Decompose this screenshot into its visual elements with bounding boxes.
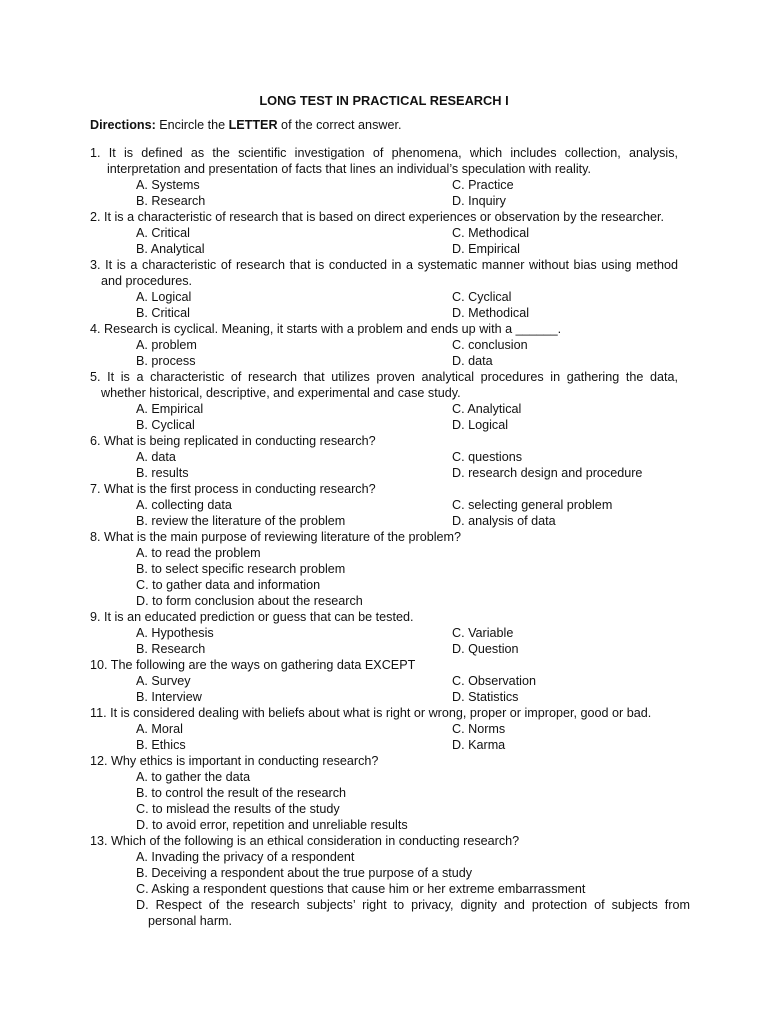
question-10 <box>90 657 678 705</box>
answer-option-d[interactable]: D. research design and procedure <box>452 466 643 480</box>
answer-option-c[interactable]: C. selecting general problem <box>452 498 613 512</box>
answer-option-a[interactable]: A. to gather the data <box>136 770 251 784</box>
directions <box>90 117 401 133</box>
answer-option-b[interactable]: B. Research <box>136 194 206 208</box>
answer-option-c[interactable]: C. to mislead the results of the study <box>136 802 340 816</box>
answer-option-d[interactable]: D. Methodical <box>452 306 529 320</box>
answer-option-a[interactable]: A. Moral <box>136 722 183 736</box>
answer-options <box>90 177 678 209</box>
question-12 <box>90 753 678 833</box>
question-6 <box>90 433 678 481</box>
answer-option-b[interactable]: B. review the literature of the problem <box>136 514 346 528</box>
answer-options <box>90 625 678 657</box>
answer-option-d[interactable]: D. analysis of data <box>452 514 556 528</box>
answer-option-d[interactable]: D. Statistics <box>452 690 519 704</box>
answer-options <box>90 769 678 833</box>
question-stem: 3. It is a characteristic of research that is conducted in a systematic manner without bias using method and procedures. <box>90 258 678 288</box>
answer-option-b[interactable]: B. process <box>136 354 196 368</box>
answer-option-b[interactable]: B. Critical <box>136 306 190 320</box>
answer-option-b[interactable]: B. Cyclical <box>136 418 195 432</box>
question-stem: 5. It is a characteristic of research that utilizes proven analytical procedures in gathering the data, whether historical, descriptive, and experimental and case study. <box>90 370 678 400</box>
answer-option-d[interactable]: D. to avoid error, repetition and unreliable results <box>136 818 408 832</box>
directions-label: Directions: <box>90 118 156 132</box>
question-7 <box>90 481 678 529</box>
answer-option-a[interactable]: A. Logical <box>136 290 192 304</box>
answer-option-c[interactable]: C. Practice <box>452 178 514 192</box>
answer-option-a[interactable]: A. Invading the privacy of a respondent <box>136 850 355 864</box>
answer-option-a[interactable]: A. Empirical <box>136 402 204 416</box>
page-title: LONG TEST IN PRACTICAL RESEARCH I <box>259 93 509 108</box>
question-stem: 1. It is defined as the scientific investigation of phenomena, which includes collection, analysis, interpretation and presentation of facts that lines an individual’s speculation with reality. <box>90 146 678 176</box>
answer-options <box>90 497 678 529</box>
answer-option-a[interactable]: A. Systems <box>136 178 200 192</box>
answer-option-d[interactable]: D. Question <box>452 642 519 656</box>
answer-option-c[interactable]: C. Observation <box>452 674 536 688</box>
answer-options <box>90 449 678 481</box>
answer-options <box>90 337 678 369</box>
question-stem: 9. It is an educated prediction or guess that can be tested. <box>90 610 414 624</box>
answer-options <box>90 545 678 609</box>
answer-option-c[interactable]: C. Methodical <box>452 226 529 240</box>
question-list <box>90 145 690 929</box>
answer-option-a[interactable]: A. Survey <box>136 674 191 688</box>
question-4 <box>90 321 678 369</box>
answer-options <box>90 225 678 257</box>
answer-options <box>90 849 690 929</box>
answer-option-a[interactable]: A. Hypothesis <box>136 626 214 640</box>
directions-text-after: of the correct answer. <box>277 118 402 132</box>
answer-option-a[interactable]: A. collecting data <box>136 498 232 512</box>
answer-option-d[interactable]: D. Logical <box>452 418 509 432</box>
answer-option-d[interactable]: D. data <box>452 354 493 368</box>
answer-option-b[interactable]: B. Deceiving a respondent about the true purpose of a study <box>136 866 473 880</box>
question-stem: 10. The following are the ways on gathering data EXCEPT <box>90 658 416 672</box>
answer-option-c[interactable]: C. questions <box>452 450 523 464</box>
question-stem: 8. What is the main purpose of reviewing literature of the problem? <box>90 530 462 544</box>
answer-option-d[interactable]: D. Respect of the research subjects’ right to privacy, dignity and protection of subjects from personal harm. <box>136 898 690 928</box>
answer-option-b[interactable]: B. Analytical <box>136 242 205 256</box>
question-stem: 6. What is being replicated in conducting research? <box>90 434 376 448</box>
question-9 <box>90 609 678 657</box>
question-stem: 12. Why ethics is important in conducting research? <box>90 754 379 768</box>
answer-option-b[interactable]: B. to control the result of the research <box>136 786 347 800</box>
answer-option-a[interactable]: A. data <box>136 450 176 464</box>
answer-option-c[interactable]: C. conclusion <box>452 338 528 352</box>
answer-option-c[interactable]: C. Variable <box>452 626 514 640</box>
answer-option-a[interactable]: A. Critical <box>136 226 190 240</box>
question-3 <box>90 257 678 321</box>
answer-options <box>90 401 678 433</box>
answer-option-d[interactable]: D. to form conclusion about the research <box>136 594 363 608</box>
question-2 <box>90 209 678 257</box>
answer-option-b[interactable]: B. Interview <box>136 690 202 704</box>
answer-option-c[interactable]: C. Cyclical <box>452 290 512 304</box>
directions-emphasis: LETTER <box>228 118 278 132</box>
answer-option-d[interactable]: D. Empirical <box>452 242 520 256</box>
question-stem: 4. Research is cyclical. Meaning, it starts with a problem and ends up with a ______. <box>90 322 562 336</box>
question-stem: 13. Which of the following is an ethical consideration in conducting research? <box>90 834 520 848</box>
answer-option-c[interactable]: C. Analytical <box>452 402 522 416</box>
answer-option-b[interactable]: B. Research <box>136 642 206 656</box>
question-11 <box>90 705 678 753</box>
question-stem: 7. What is the first process in conducting research? <box>90 482 376 496</box>
answer-option-c[interactable]: C. to gather data and information <box>136 578 321 592</box>
question-5 <box>90 369 678 433</box>
answer-option-b[interactable]: B. Ethics <box>136 738 186 752</box>
answer-option-c[interactable]: C. Asking a respondent questions that cause him or her extreme embarrassment <box>136 882 586 896</box>
question-8 <box>90 529 678 609</box>
answer-option-b[interactable]: B. to select specific research problem <box>136 562 346 576</box>
answer-option-a[interactable]: A. problem <box>136 338 197 352</box>
question-stem: 11. It is considered dealing with beliefs about what is right or wrong, proper or improper, good or bad. <box>90 706 652 720</box>
answer-options <box>90 721 678 753</box>
answer-option-a[interactable]: A. to read the problem <box>136 546 261 560</box>
answer-option-d[interactable]: D. Karma <box>452 738 506 752</box>
answer-options <box>90 673 678 705</box>
answer-option-d[interactable]: D. Inquiry <box>452 194 506 208</box>
answer-option-c[interactable]: C. Norms <box>452 722 506 736</box>
question-1 <box>90 145 678 209</box>
answer-options <box>90 289 678 321</box>
directions-text-before: Encircle the <box>155 118 229 132</box>
answer-option-b[interactable]: B. results <box>136 466 189 480</box>
question-13 <box>90 833 690 929</box>
question-stem: 2. It is a characteristic of research that is based on direct experiences or observation by the researcher. <box>90 210 665 224</box>
